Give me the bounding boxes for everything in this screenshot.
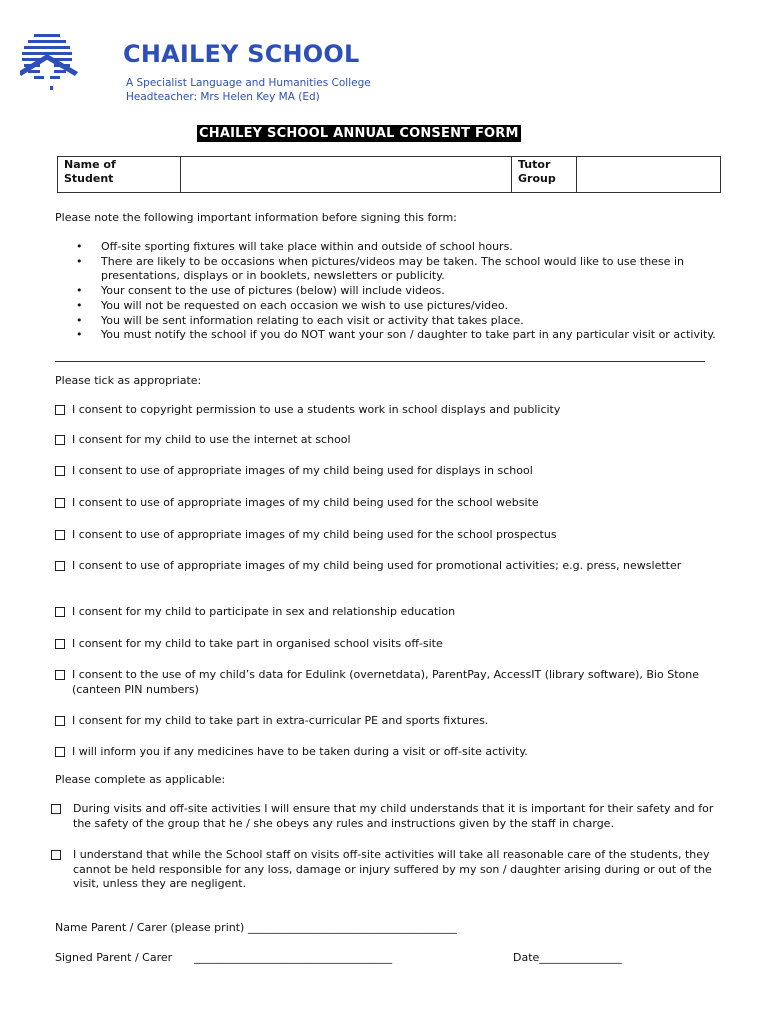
consent-checkbox[interactable] [55,670,65,680]
applicable-instructions: Please complete as applicable: [55,773,226,786]
consent-label: I consent to use of appropriate images of my child being used for the school website [72,496,539,509]
tutor-group-label-line2: Group [518,172,556,185]
student-name-label-line2: Student [64,172,114,185]
consent-checkbox[interactable] [55,435,65,445]
signature-blank[interactable]: ____________________________________ [194,951,393,964]
consent-row [55,528,735,543]
tutor-group-field[interactable] [577,157,721,193]
consent-row [55,464,735,479]
applicable-checkbox[interactable] [51,850,61,860]
student-name-label-line1: Name of [64,158,116,171]
parent-signature-line[interactable] [55,951,392,966]
student-details-table [57,156,721,193]
consent-checkbox[interactable] [55,639,65,649]
consent-row [55,714,735,729]
consent-row [55,559,695,574]
consent-label: I consent to the use of my child’s data for Edulink (overnetdata), ParentPay, AccessIT (library software), Bio Stone (canteen PIN numbers) [72,668,699,696]
tagline-text: A Specialist Language and Humanities College [126,77,371,89]
consent-label: I consent to copyright permission to use a students work in school displays and publicity [72,403,561,416]
list-item: • Your consent to the use of pictures (below) will include videos. [76,284,445,298]
consent-label: I consent for my child to use the internet at school [72,433,351,446]
list-item: • Off-site sporting fixtures will take place within and outside of school hours. [76,240,513,253]
student-name-label [58,157,181,193]
consent-row [55,433,735,448]
consent-label: I consent to use of appropriate images of my child being used for promotional activities; e.g. press, newsletter [72,559,682,572]
school-tagline [126,76,371,104]
consent-row [55,745,735,760]
consent-checkbox[interactable] [55,405,65,415]
list-item: • You must notify the school if you do NOT want your son / daughter to take part in any particular visit or activity. [76,328,716,342]
consent-checkbox[interactable] [55,466,65,476]
school-crest-icon [20,32,92,94]
consent-row [55,496,735,511]
headteacher-text: Headteacher: Mrs Helen Key MA (Ed) [126,91,320,103]
tick-instructions: Please tick as appropriate: [55,374,202,387]
list-item: • You will not be requested on each occasion we wish to use pictures/video. [76,298,508,312]
student-name-field[interactable] [181,157,512,193]
consent-checkbox[interactable] [55,498,65,508]
consent-label: I will inform you if any medicines have to be taken during a visit or off-site activity. [72,745,528,758]
date-field[interactable]: Date_______________ [513,951,622,964]
applicable-row [51,848,721,892]
applicable-row [51,802,721,831]
consent-label: I consent for my child to take part in organised school visits off-site [72,637,443,650]
consent-checkbox[interactable] [55,607,65,617]
consent-row [55,668,705,697]
consent-checkbox[interactable] [55,716,65,726]
list-item: • There are likely to be occasions when pictures/videos may be taken. The school would like to use these in presentations, displays or in booklets, newsletters or publicity. [76,254,684,283]
consent-row [55,403,735,418]
consent-row [55,605,735,620]
consent-checkbox[interactable] [55,530,65,540]
consent-label: I consent to use of appropriate images of my child being used for the school prospectus [72,528,557,541]
intro-text: Please note the following important information before signing this form: [55,211,457,224]
applicable-checkbox[interactable] [51,804,61,814]
applicable-label: I understand that while the School staff on visits off-site activities will take all reasonable care of the students, they cannot be held responsible for any loss, damage or injury suffered by my son / daughter arising during or out of the visit, unless they are negligent. [73,848,712,891]
form-title: CHAILEY SCHOOL ANNUAL CONSENT FORM [199,126,519,141]
applicable-label: During visits and off-site activities I will ensure that my child understands that it is important for their safety and for the safety of the group that he / she obeys any rules and instructions given by the staff in charge. [73,802,714,830]
signed-label: Signed Parent / Carer [55,951,173,964]
school-name: CHAILEY SCHOOL [123,40,360,68]
consent-row [55,637,735,652]
tutor-group-label-line1: Tutor [518,158,551,171]
consent-label: I consent to use of appropriate images of my child being used for displays in school [72,464,533,477]
list-item: • You will be sent information relating to each visit or activity that takes place. [76,313,524,327]
consent-label: I consent for my child to participate in sex and relationship education [72,605,456,618]
consent-label: I consent for my child to take part in extra-curricular PE and sports fixtures. [72,714,489,727]
consent-checkbox[interactable] [55,561,65,571]
parent-name-line[interactable]: Name Parent / Carer (please print) ______________________________________ [55,921,457,934]
consent-checkbox[interactable] [55,747,65,757]
information-list [74,240,724,343]
tutor-group-label [512,157,577,193]
divider [55,361,705,362]
